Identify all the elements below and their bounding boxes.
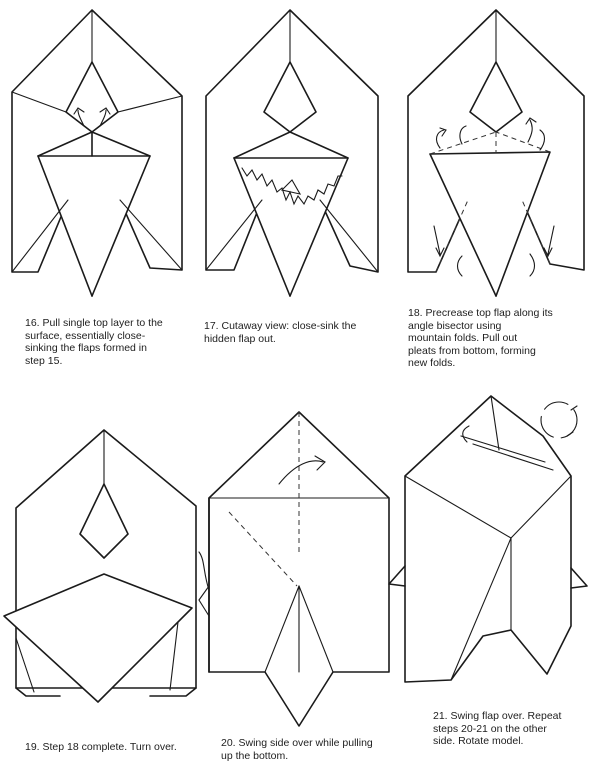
step-19 xyxy=(0,400,205,770)
swing-arrow-icon xyxy=(279,456,325,484)
arrow-icon xyxy=(74,108,84,126)
arrow-icon xyxy=(437,128,446,148)
step-16-caption: 16. Pull single top layer to the surface, essentially close- sinking the flaps formed in step 15. xyxy=(25,317,163,367)
step-16 xyxy=(0,0,200,380)
step-19-diagram xyxy=(0,400,205,740)
arrow-icon xyxy=(463,426,469,442)
step-20 xyxy=(205,400,405,770)
arrow-icon xyxy=(460,126,466,144)
step-17-diagram xyxy=(200,0,400,300)
arrow-icon xyxy=(526,118,536,142)
step-21 xyxy=(395,380,600,770)
step-18 xyxy=(400,0,600,380)
arrow-icon xyxy=(540,130,545,150)
step-19-caption: 19. Step 18 complete. Turn over. xyxy=(25,741,177,753)
arrow-icon xyxy=(544,226,554,256)
step-20-caption: 20. Swing side over while pulling up the bottom. xyxy=(221,737,373,762)
arrow-icon xyxy=(458,256,463,276)
step-18-diagram xyxy=(400,0,600,300)
step-21-diagram xyxy=(395,380,600,710)
arrow-icon xyxy=(434,226,444,256)
step-17 xyxy=(200,0,400,380)
step-16-diagram xyxy=(0,0,200,300)
step-20-diagram xyxy=(205,400,405,740)
step-18-caption: 18. Precrease top flap along its angle bisector using mountain folds. Pull out pleats from bottom, forming new folds. xyxy=(408,307,553,369)
arrow-icon xyxy=(530,254,535,276)
step-17-caption: 17. Cutaway view: close-sink the hidden flap out. xyxy=(204,320,357,345)
arrow-icon xyxy=(100,108,110,126)
step-21-caption: 21. Swing flap over. Repeat steps 20-21 on the other side. Rotate model. xyxy=(433,710,562,747)
